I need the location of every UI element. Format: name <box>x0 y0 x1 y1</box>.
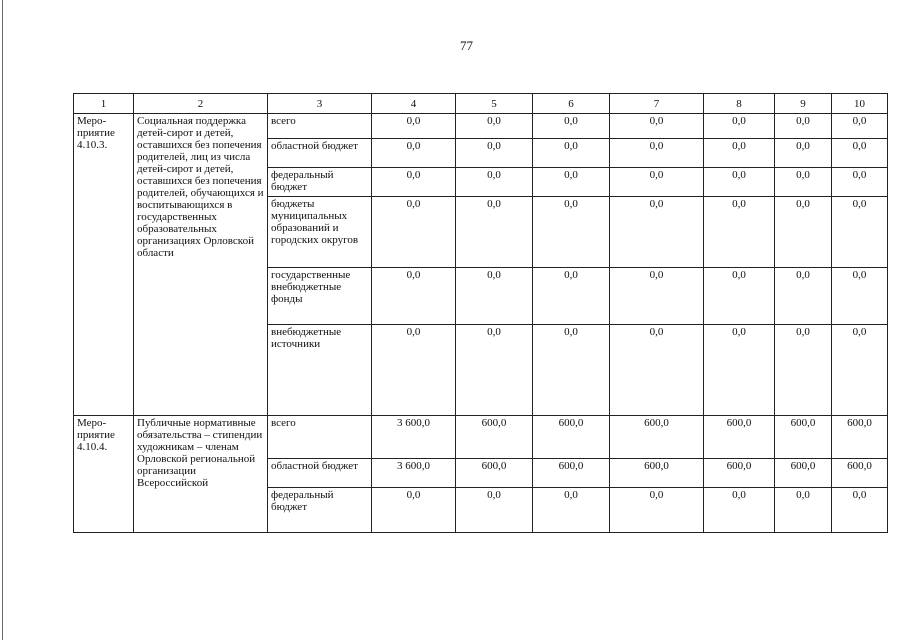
table-header-row <box>74 94 888 114</box>
value-cell: 0,0 <box>372 139 456 168</box>
value-cell: 0,0 <box>533 197 610 268</box>
funding-source: бюджеты муниципальных образований и городских округов <box>268 197 372 268</box>
value-cell: 0,0 <box>775 325 832 416</box>
header-col-6: 6 <box>533 94 610 114</box>
funding-source: государственные внебюджетные фонды <box>268 268 372 325</box>
measure-code: Меро- приятие 4.10.3. <box>74 114 134 416</box>
value-cell: 0,0 <box>775 114 832 139</box>
funding-table <box>73 93 888 533</box>
value-cell: 600,0 <box>832 416 888 459</box>
header-col-3: 3 <box>268 94 372 114</box>
value-cell: 0,0 <box>610 488 704 533</box>
value-cell: 0,0 <box>775 488 832 533</box>
header-col-9: 9 <box>775 94 832 114</box>
value-cell: 0,0 <box>610 325 704 416</box>
header-col-7: 7 <box>610 94 704 114</box>
value-cell: 0,0 <box>533 488 610 533</box>
header-col-5: 5 <box>456 94 533 114</box>
value-cell: 0,0 <box>704 488 775 533</box>
value-cell: 0,0 <box>832 197 888 268</box>
value-cell: 600,0 <box>533 459 610 488</box>
value-cell: 0,0 <box>832 139 888 168</box>
value-cell: 0,0 <box>372 168 456 197</box>
value-cell: 0,0 <box>456 139 533 168</box>
value-cell: 0,0 <box>372 325 456 416</box>
measure-code: Меро- приятие 4.10.4. <box>74 416 134 533</box>
page-left-edge-line <box>2 0 3 640</box>
value-cell: 600,0 <box>456 416 533 459</box>
value-cell: 0,0 <box>456 114 533 139</box>
measure-description: Публичные нормативные обязательства – стипендии художникам – членам Орловской региональной организации Всероссийской <box>134 416 268 533</box>
value-cell: 0,0 <box>610 114 704 139</box>
value-cell: 0,0 <box>533 168 610 197</box>
funding-source: внебюджетные источники <box>268 325 372 416</box>
value-cell: 0,0 <box>832 168 888 197</box>
value-cell: 600,0 <box>775 459 832 488</box>
value-cell: 3 600,0 <box>372 416 456 459</box>
value-cell: 0,0 <box>832 114 888 139</box>
value-cell: 0,0 <box>372 114 456 139</box>
value-cell: 0,0 <box>533 139 610 168</box>
value-cell: 0,0 <box>832 325 888 416</box>
value-cell: 600,0 <box>610 416 704 459</box>
value-cell: 0,0 <box>533 325 610 416</box>
header-col-4: 4 <box>372 94 456 114</box>
value-cell: 600,0 <box>704 459 775 488</box>
funding-source: всего <box>268 114 372 139</box>
header-col-10: 10 <box>832 94 888 114</box>
value-cell: 0,0 <box>533 268 610 325</box>
value-cell: 0,0 <box>456 325 533 416</box>
measure-description: Социальная поддержка детей-сирот и детей, оставшихся без попечения родителей, лиц из числа детей-сирот и детей, оставшихся без попечения родителей, обучающихся и воспитывающихся в государственных образовательных организациях Орловской области <box>134 114 268 416</box>
table-row <box>74 114 888 139</box>
value-cell: 0,0 <box>704 325 775 416</box>
value-cell: 600,0 <box>533 416 610 459</box>
value-cell: 0,0 <box>704 168 775 197</box>
funding-source: областной бюджет <box>268 139 372 168</box>
value-cell: 0,0 <box>456 168 533 197</box>
value-cell: 600,0 <box>775 416 832 459</box>
value-cell: 3 600,0 <box>372 459 456 488</box>
value-cell: 0,0 <box>610 268 704 325</box>
value-cell: 0,0 <box>704 197 775 268</box>
value-cell: 0,0 <box>704 114 775 139</box>
value-cell: 0,0 <box>775 197 832 268</box>
page-number: 77 <box>460 38 473 53</box>
value-cell: 0,0 <box>775 268 832 325</box>
value-cell: 0,0 <box>610 168 704 197</box>
funding-source: областной бюджет <box>268 459 372 488</box>
value-cell: 0,0 <box>533 114 610 139</box>
value-cell: 600,0 <box>610 459 704 488</box>
value-cell: 0,0 <box>456 268 533 325</box>
header-col-2: 2 <box>134 94 268 114</box>
value-cell: 0,0 <box>704 139 775 168</box>
value-cell: 0,0 <box>775 139 832 168</box>
funding-source: всего <box>268 416 372 459</box>
value-cell: 0,0 <box>456 488 533 533</box>
value-cell: 0,0 <box>832 488 888 533</box>
header-col-1: 1 <box>74 94 134 114</box>
value-cell: 0,0 <box>775 168 832 197</box>
value-cell: 0,0 <box>610 139 704 168</box>
value-cell: 600,0 <box>456 459 533 488</box>
funding-source: федеральный бюджет <box>268 168 372 197</box>
value-cell: 0,0 <box>456 197 533 268</box>
funding-source: федеральный бюджет <box>268 488 372 533</box>
value-cell: 600,0 <box>704 416 775 459</box>
value-cell: 0,0 <box>704 268 775 325</box>
value-cell: 0,0 <box>372 197 456 268</box>
value-cell: 0,0 <box>610 197 704 268</box>
value-cell: 0,0 <box>372 488 456 533</box>
value-cell: 0,0 <box>832 268 888 325</box>
value-cell: 600,0 <box>832 459 888 488</box>
table-row <box>74 416 888 459</box>
header-col-8: 8 <box>704 94 775 114</box>
value-cell: 0,0 <box>372 268 456 325</box>
